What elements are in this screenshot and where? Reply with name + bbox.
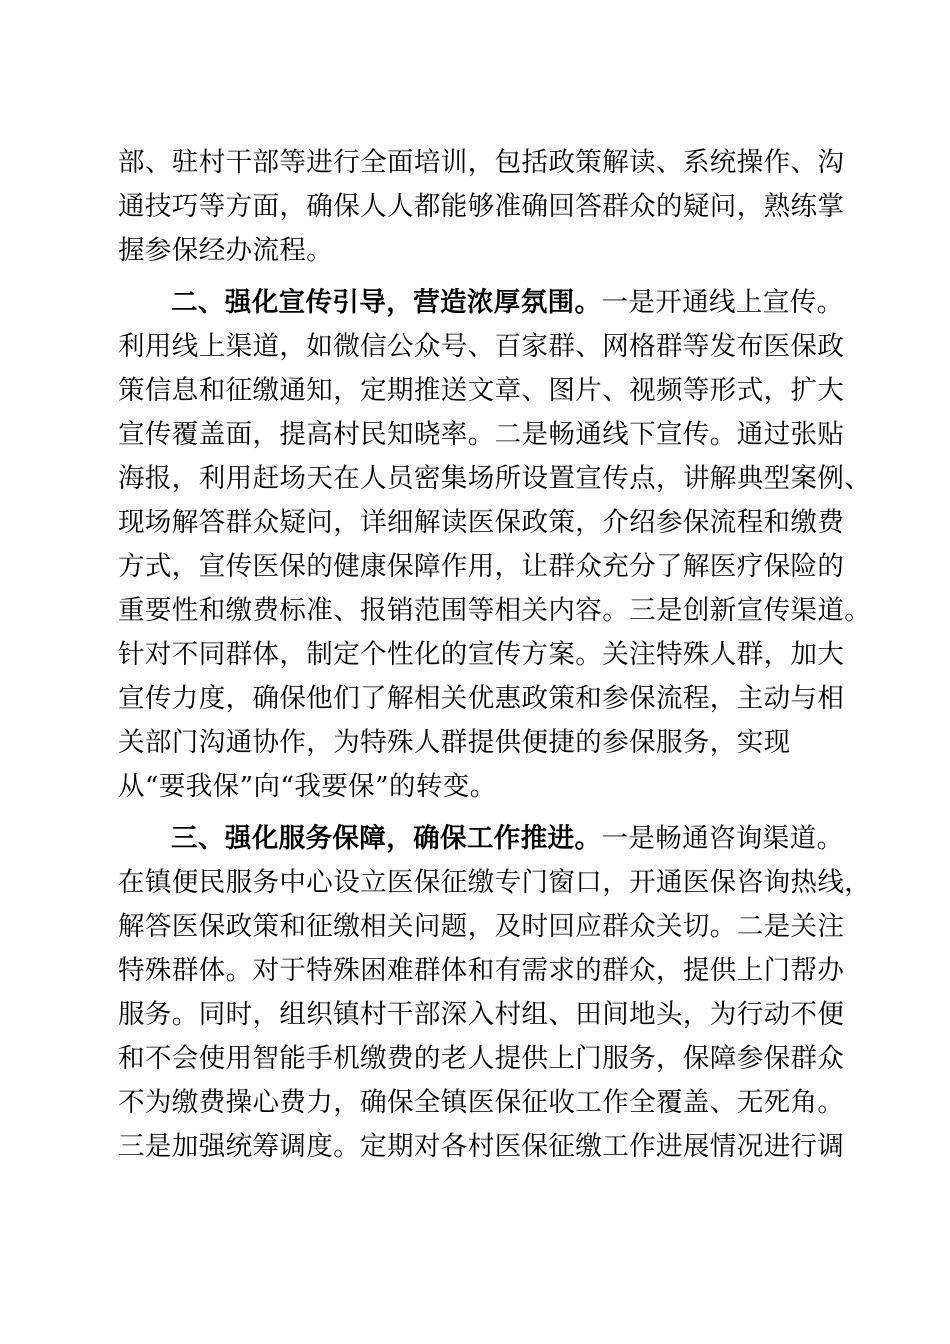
- section-heading: 三、强化服务保障，确保工作推进。: [171, 823, 602, 854]
- paragraph-line: 针对不同群体，制定个性化的宣传方案。关注特殊人群，加大: [118, 639, 845, 670]
- paragraph-line: 不为缴费操心费力，确保全镇医保征收工作全覆盖、无死角。: [118, 1087, 845, 1118]
- paragraph-line: 宣传力度，确保他们了解相关优惠政策和参保流程，主动与相: [118, 683, 845, 714]
- paragraph-line: 关部门沟通协作，为特殊人群提供便捷的参保服务，实现: [118, 727, 791, 758]
- paragraph-line: 服务。同时，组织镇村干部深入村组、田间地头，为行动不便: [118, 999, 845, 1030]
- paragraph-line: 从“要我保”向“我要保”的转变。: [118, 771, 497, 802]
- paragraph-line: 重要性和缴费标准、报销范围等相关内容。三是创新宣传渠道。: [118, 595, 872, 626]
- paragraph-line: 特殊群体。对于特殊困难群体和有需求的群众，提供上门帮办: [118, 955, 845, 986]
- paragraph-line: 策信息和征缴通知，定期推送文章、图片、视频等形式，扩大: [118, 375, 845, 406]
- paragraph-text: 一是开通线上宣传。: [601, 287, 844, 318]
- paragraph-line: 和不会使用智能手机缴费的老人提供上门服务，保障参保群众: [118, 1043, 845, 1074]
- paragraph-line: 利用线上渠道，如微信公众号、百家群、网格群等发布医保政: [118, 331, 845, 362]
- paragraph-line: 在镇便民服务中心设立医保征缴专门窗口，开通医保咨询热线，: [118, 867, 872, 898]
- paragraph-line: 宣传覆盖面，提高村民知晓率。二是畅通线下宣传。通过张贴: [118, 419, 845, 450]
- paragraph-line: 部、驻村干部等进行全面培训，包括政策解读、系统操作、沟: [118, 147, 845, 178]
- section-heading: 二、强化宣传引导，营造浓厚氛围。: [171, 287, 602, 318]
- paragraph-line: 海报，利用赶场天在人员密集场所设置宣传点，讲解典型案例、: [118, 463, 872, 494]
- paragraph-line: 现场解答群众疑问，详细解读医保政策，介绍参保流程和缴费: [118, 507, 845, 538]
- paragraph-text: 一是畅通咨询渠道。: [601, 823, 844, 854]
- paragraph-line: 三是加强统筹调度。定期对各村医保征缴工作进展情况进行调: [118, 1131, 845, 1162]
- section-heading-line: [171, 819, 851, 859]
- paragraph-line: 通技巧等方面，确保人人都能够准确回答群众的疑问，熟练掌: [118, 191, 845, 222]
- paragraph-line: 解答医保政策和征缴相关问题，及时回应群众关切。二是关注: [118, 911, 845, 942]
- paragraph-line: 方式，宣传医保的健康保障作用，让群众充分了解医疗保险的: [118, 551, 845, 582]
- section-heading-line: [171, 283, 851, 323]
- paragraph-line: 握参保经办流程。: [118, 235, 334, 266]
